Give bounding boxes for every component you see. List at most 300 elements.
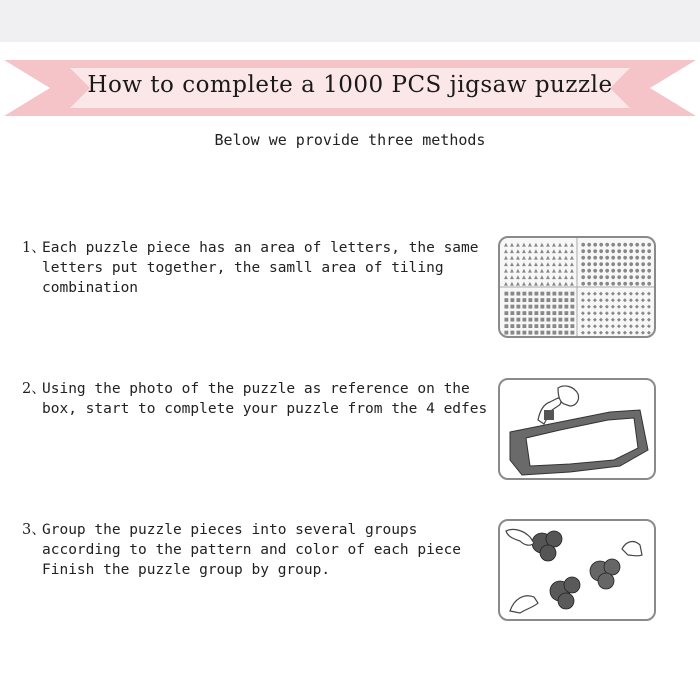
grid-glyph: ▲: [516, 242, 520, 248]
grid-glyph: ■: [534, 310, 539, 317]
grid-glyph: ■: [540, 317, 545, 323]
grid-glyph: ■: [552, 310, 557, 317]
grid-glyph: ■: [504, 330, 509, 336]
grid-glyph: ◆: [611, 310, 615, 317]
grid-glyph: ▲: [522, 261, 526, 268]
grid-glyph: ▲: [540, 242, 544, 248]
grid-glyph: ●: [623, 268, 628, 274]
grid-glyph: ◆: [641, 304, 645, 310]
grid-glyph: ■: [510, 297, 515, 304]
letter-grid-pattern: [500, 238, 654, 336]
grid-glyph: ◆: [605, 317, 609, 323]
grid-glyph: ■: [534, 317, 539, 323]
grid-glyph: ◆: [587, 330, 591, 336]
grid-glyph: ◆: [641, 330, 645, 336]
grid-glyph: ■: [558, 310, 563, 317]
step-3-line-1: Group the puzzle pieces into several groups: [42, 522, 418, 538]
grid-glyph: ▲: [522, 274, 526, 281]
grid-glyph: ▲: [570, 274, 574, 281]
grid-glyph: ◆: [593, 310, 597, 317]
hand-top-icon: [506, 529, 534, 545]
grid-glyph: ■: [540, 330, 545, 336]
grid-glyph: ■: [552, 323, 557, 330]
grid-glyph: ▲: [504, 274, 508, 281]
step-2-number: 2、: [22, 381, 46, 397]
grouping-image: [498, 519, 656, 621]
grid-glyph: ■: [516, 330, 521, 336]
grid-glyph: ◆: [647, 310, 651, 317]
hand-bottom-icon: [510, 596, 538, 613]
puzzle-border-illustration: [500, 380, 654, 478]
grid-glyph: ◆: [611, 323, 615, 330]
grid-glyph: ■: [570, 297, 575, 304]
grid-glyph: ◆: [629, 323, 633, 330]
grid-glyph: ■: [558, 330, 563, 336]
grid-glyph: ■: [570, 291, 575, 297]
grid-glyph: ●: [581, 248, 586, 255]
grid-glyph: ◆: [617, 330, 621, 336]
grid-glyph: ▲: [504, 261, 508, 268]
grid-glyph: ▲: [510, 281, 514, 287]
grid-glyph: ●: [593, 261, 598, 268]
grid-glyph: ◆: [635, 304, 639, 310]
grid-glyph: ◆: [641, 291, 645, 297]
grid-glyph: ●: [629, 268, 634, 274]
grid-glyph: ■: [558, 291, 563, 297]
grid-glyph: ●: [641, 281, 646, 287]
grid-glyph: ●: [593, 242, 598, 248]
grid-glyph: ◆: [581, 317, 585, 323]
grid-glyph: ▲: [528, 255, 532, 261]
grid-glyph: ■: [510, 304, 515, 310]
grid-glyph: ▲: [516, 268, 520, 274]
grid-glyph: ▲: [558, 281, 562, 287]
grid-glyph: ●: [629, 281, 634, 287]
grid-glyph: ▲: [522, 248, 526, 255]
grid-glyph: ■: [528, 317, 533, 323]
grid-glyph: ■: [516, 317, 521, 323]
grid-glyph: ●: [593, 274, 598, 281]
grid-glyph: ◆: [623, 330, 627, 336]
grid-glyph: ◆: [629, 291, 633, 297]
grid-glyph: ▲: [540, 261, 544, 268]
grid-glyph: ■: [570, 330, 575, 336]
grid-glyph: ●: [623, 248, 628, 255]
grid-glyph: ●: [635, 242, 640, 248]
grid-glyph: ■: [516, 310, 521, 317]
grid-glyph: ●: [641, 242, 646, 248]
grid-glyph: ■: [504, 323, 509, 330]
grid-glyph: ●: [629, 242, 634, 248]
grid-glyph: ●: [587, 274, 592, 281]
grid-glyph: ▲: [546, 242, 550, 248]
grid-glyph: ▲: [510, 268, 514, 274]
grid-glyph: ◆: [617, 291, 621, 297]
grid-glyph: ▲: [552, 268, 556, 274]
grid-glyph: ■: [522, 330, 527, 336]
grid-glyph: ●: [581, 268, 586, 274]
grid-glyph: ●: [587, 261, 592, 268]
step-1: [22, 238, 492, 298]
grid-glyph: ▲: [558, 248, 562, 255]
grid-glyph: ◆: [647, 330, 651, 336]
grid-glyph: ■: [522, 317, 527, 323]
grid-glyph: ●: [623, 281, 628, 287]
grid-glyph: ▲: [540, 268, 544, 274]
grid-glyph: ◆: [587, 297, 591, 304]
step-2-line-1: Using the photo of the puzzle as reference on the: [42, 381, 470, 397]
grid-glyph: ▲: [534, 248, 538, 255]
grid-glyph: ●: [593, 248, 598, 255]
grid-glyph: ▲: [558, 268, 562, 274]
grid-glyph: ■: [564, 323, 569, 330]
grid-glyph: ■: [522, 323, 527, 330]
grid-glyph: ●: [623, 261, 628, 268]
grid-glyph: ▲: [516, 274, 520, 281]
grid-glyph: ▲: [570, 255, 574, 261]
grid-glyph: ■: [558, 323, 563, 330]
grid-glyph: ▲: [570, 281, 574, 287]
grid-glyph: ●: [617, 248, 622, 255]
grid-glyph: ■: [528, 304, 533, 310]
grid-glyph: ●: [641, 268, 646, 274]
grid-glyph: ■: [528, 330, 533, 336]
grid-glyph: ●: [611, 248, 616, 255]
hand-right-icon: [622, 542, 642, 556]
grid-glyph: ●: [629, 255, 634, 261]
grid-glyph: ■: [546, 304, 551, 310]
grid-glyph: ◆: [629, 304, 633, 310]
grid-glyph: ◆: [635, 291, 639, 297]
subtitle: Below we provide three methods: [214, 131, 486, 149]
grid-glyph: ▲: [504, 268, 508, 274]
grid-glyph: ●: [593, 281, 598, 287]
grid-glyph: ◆: [647, 291, 651, 297]
grid-glyph: ▲: [564, 242, 568, 248]
grid-glyph: ■: [570, 304, 575, 310]
grid-glyph: ■: [552, 297, 557, 304]
grid-glyph: ●: [605, 248, 610, 255]
grid-glyph: ▲: [558, 242, 562, 248]
grid-glyph: ▲: [504, 255, 508, 261]
grid-glyph: ●: [617, 274, 622, 281]
grid-glyph: ◆: [611, 330, 615, 336]
grid-glyph: ●: [587, 268, 592, 274]
grid-glyph: ■: [558, 317, 563, 323]
grid-glyph: ■: [528, 297, 533, 304]
grid-glyph: ●: [635, 248, 640, 255]
grid-glyph: ●: [641, 248, 646, 255]
grid-glyph: ■: [540, 310, 545, 317]
grid-glyph: ■: [558, 297, 563, 304]
grid-glyph: ●: [587, 255, 592, 261]
grid-glyph: ●: [605, 261, 610, 268]
grid-glyph: ◆: [611, 317, 615, 323]
grid-glyph: ▲: [528, 268, 532, 274]
grid-glyph: ▲: [534, 268, 538, 274]
grid-glyph: ◆: [623, 291, 627, 297]
grid-glyph: ●: [605, 274, 610, 281]
grid-glyph: ▲: [552, 242, 556, 248]
grid-glyph: ▲: [528, 281, 532, 287]
grid-glyph: ▲: [564, 255, 568, 261]
step-3-number: 3、: [22, 522, 46, 538]
grid-glyph: ▲: [552, 255, 556, 261]
grid-glyph: ◆: [635, 330, 639, 336]
grid-glyph: ●: [617, 281, 622, 287]
grid-glyph: ●: [647, 242, 652, 248]
grid-glyph: ◆: [593, 317, 597, 323]
grid-glyph: ◆: [623, 317, 627, 323]
grid-glyph: ◆: [599, 330, 603, 336]
grid-glyph: ■: [516, 297, 521, 304]
grid-glyph: ◆: [581, 304, 585, 310]
grid-glyph: ▲: [546, 255, 550, 261]
grid-glyph: ■: [516, 291, 521, 297]
step-1-line-2: letters put together, the samll area of tiling: [42, 260, 444, 276]
piece-groups-illustration: [500, 521, 654, 619]
grid-glyph: ■: [504, 317, 509, 323]
grid-glyph: ▲: [564, 261, 568, 268]
grid-glyph: ■: [534, 297, 539, 304]
grid-glyph: ◆: [611, 297, 615, 304]
grid-glyph: ◆: [599, 304, 603, 310]
grid-glyph: ◆: [599, 291, 603, 297]
grid-glyph: ◆: [605, 323, 609, 330]
grid-glyph: ◆: [593, 291, 597, 297]
grid-glyph: ▲: [558, 261, 562, 268]
grid-glyph: ■: [558, 304, 563, 310]
grid-glyph: ●: [617, 255, 622, 261]
grid-glyph: ▲: [540, 274, 544, 281]
grid-glyph: ●: [599, 242, 604, 248]
grid-glyph: ▲: [522, 268, 526, 274]
grid-glyph: ▲: [564, 281, 568, 287]
grid-glyph: ■: [504, 304, 509, 310]
grid-glyph: ◆: [617, 310, 621, 317]
grid-glyph: ●: [605, 255, 610, 261]
grid-glyph: ◆: [605, 297, 609, 304]
grid-glyph: ▲: [540, 248, 544, 255]
grid-glyph: ▲: [552, 274, 556, 281]
grid-glyph: ●: [635, 274, 640, 281]
grid-glyph: ■: [564, 291, 569, 297]
grid-glyph: ◆: [593, 304, 597, 310]
grid-glyph: ■: [528, 323, 533, 330]
grid-glyph: ▲: [522, 281, 526, 287]
grid-glyph: ▲: [564, 268, 568, 274]
grid-glyph: ◆: [623, 310, 627, 317]
grid-glyph: ●: [647, 261, 652, 268]
grid-glyph: ◆: [605, 304, 609, 310]
grid-glyph: ▲: [534, 261, 538, 268]
grid-glyph: ◆: [587, 317, 591, 323]
grid-glyph: ■: [540, 323, 545, 330]
grid-glyph: ●: [647, 274, 652, 281]
grid-glyph: ■: [546, 330, 551, 336]
grid-glyph: ■: [510, 291, 515, 297]
grid-glyph: ●: [587, 281, 592, 287]
step-3-line-3: Finish the puzzle group by group.: [42, 562, 331, 578]
grid-glyph: ●: [629, 248, 634, 255]
grid-glyph: ■: [504, 310, 509, 317]
grid-glyph: ●: [617, 268, 622, 274]
grid-glyph: ◆: [593, 297, 597, 304]
grid-glyph: ●: [581, 255, 586, 261]
grid-glyph: ◆: [581, 330, 585, 336]
grid-glyph: ●: [647, 281, 652, 287]
grid-glyph: ▲: [510, 255, 514, 261]
grid-glyph: ●: [599, 281, 604, 287]
grid-glyph: ◆: [605, 310, 609, 317]
grid-glyph: ●: [581, 274, 586, 281]
grid-glyph: ◆: [605, 330, 609, 336]
grid-glyph: ◆: [617, 323, 621, 330]
grid-glyph: ▲: [528, 274, 532, 281]
grid-glyph: ●: [647, 268, 652, 274]
grid-glyph: ◆: [587, 304, 591, 310]
grid-glyph: ●: [641, 274, 646, 281]
puzzle-piece-held: [544, 410, 554, 420]
grid-glyph: ▲: [510, 274, 514, 281]
grid-glyph: ●: [587, 242, 592, 248]
grid-glyph: ▲: [504, 281, 508, 287]
step-3: [22, 520, 492, 580]
grid-glyph: ●: [581, 242, 586, 248]
grid-glyph: ■: [552, 317, 557, 323]
grid-glyph: ●: [635, 255, 640, 261]
grid-glyph: ●: [617, 242, 622, 248]
step-3-line-2: according to the pattern and color of each piece: [42, 542, 462, 558]
grid-glyph: ◆: [581, 291, 585, 297]
grid-glyph: ▲: [546, 248, 550, 255]
grid-glyph: ■: [546, 297, 551, 304]
piece-cluster-2: [590, 559, 620, 589]
grid-glyph: ●: [605, 281, 610, 287]
page-title: How to complete a 1000 PCS jigsaw puzzle: [87, 72, 613, 98]
grid-glyph: ▲: [552, 248, 556, 255]
grid-glyph: ●: [611, 281, 616, 287]
grid-glyph: ◆: [617, 317, 621, 323]
grid-glyph: ●: [587, 248, 592, 255]
grid-glyph: ■: [522, 304, 527, 310]
grid-glyph: ◆: [641, 297, 645, 304]
grid-glyph: ◆: [593, 330, 597, 336]
grid-glyph: ◆: [587, 291, 591, 297]
grid-glyph: ▲: [546, 261, 550, 268]
grid-glyph: ■: [552, 330, 557, 336]
grid-glyph: ◆: [605, 291, 609, 297]
grid-glyph: ▲: [528, 242, 532, 248]
step-2-line-2: box, start to complete your puzzle from the 4 edfes: [42, 401, 488, 417]
grid-glyph: ◆: [629, 317, 633, 323]
grid-glyph: ■: [552, 291, 557, 297]
border-assembly-image: [498, 378, 656, 480]
grid-glyph: ▲: [558, 255, 562, 261]
letter-grid-image: [498, 236, 656, 338]
grid-glyph: ■: [522, 310, 527, 317]
grid-glyph: ▲: [516, 281, 520, 287]
grid-glyph: ◆: [647, 304, 651, 310]
grid-glyph: ●: [641, 261, 646, 268]
grid-glyph: ▲: [546, 268, 550, 274]
grid-glyph: ●: [623, 274, 628, 281]
grid-glyph: ■: [522, 297, 527, 304]
grid-glyph: ◆: [617, 297, 621, 304]
grid-glyph: ●: [593, 255, 598, 261]
grid-glyph: ▲: [528, 248, 532, 255]
grid-glyph: ◆: [635, 323, 639, 330]
grid-glyph: ▲: [510, 242, 514, 248]
grid-glyph: ▲: [570, 242, 574, 248]
step-2: [22, 379, 492, 419]
grid-glyph: ●: [581, 261, 586, 268]
grid-glyph: ■: [540, 291, 545, 297]
grid-glyph: ◆: [593, 323, 597, 330]
grid-glyph: ▲: [558, 274, 562, 281]
grid-glyph: ▲: [540, 255, 544, 261]
grid-glyph: ●: [599, 274, 604, 281]
grid-glyph: ▲: [516, 261, 520, 268]
grid-glyph: ◆: [587, 323, 591, 330]
grid-glyph: ◆: [599, 297, 603, 304]
grid-glyph: ■: [570, 310, 575, 317]
grid-glyph: ●: [647, 248, 652, 255]
grid-glyph: ■: [570, 317, 575, 323]
grid-glyph: ●: [635, 261, 640, 268]
grid-glyph: ▲: [522, 242, 526, 248]
grid-glyph: ◆: [629, 310, 633, 317]
grid-glyph: ●: [605, 242, 610, 248]
grid-glyph: ◆: [623, 323, 627, 330]
grid-glyph: ▲: [534, 274, 538, 281]
grid-glyph: ◆: [647, 317, 651, 323]
grid-glyph: ▲: [552, 261, 556, 268]
grid-glyph: ■: [546, 323, 551, 330]
grid-glyph: ■: [510, 330, 515, 336]
grid-glyph: ■: [528, 310, 533, 317]
grid-glyph: ■: [546, 291, 551, 297]
grid-glyph: ■: [564, 310, 569, 317]
piece-cluster-3: [550, 577, 580, 609]
grid-glyph: ▲: [528, 261, 532, 268]
grid-glyph: ■: [546, 310, 551, 317]
grid-glyph: ●: [635, 268, 640, 274]
grid-glyph: ▲: [564, 248, 568, 255]
grid-glyph: ●: [611, 274, 616, 281]
grid-glyph: ▲: [570, 248, 574, 255]
grid-glyph: ●: [605, 268, 610, 274]
grid-glyph: ▲: [564, 274, 568, 281]
grid-glyph: ■: [564, 304, 569, 310]
grid-glyph: ◆: [641, 310, 645, 317]
grid-glyph: ●: [599, 268, 604, 274]
grid-glyph: ◆: [599, 323, 603, 330]
grid-glyph: ▲: [552, 281, 556, 287]
grid-glyph: ▲: [516, 255, 520, 261]
step-1-line-3: combination: [42, 280, 139, 296]
grid-glyph: ◆: [581, 297, 585, 304]
grid-glyph: ▲: [534, 242, 538, 248]
grid-glyph: ■: [510, 317, 515, 323]
grid-glyph: ■: [510, 323, 515, 330]
grid-glyph: ▲: [516, 248, 520, 255]
grid-glyph: ◆: [587, 310, 591, 317]
grid-glyph: ▲: [510, 248, 514, 255]
grid-glyph: ◆: [623, 304, 627, 310]
grid-glyph: ◆: [623, 297, 627, 304]
grid-glyph: ●: [611, 268, 616, 274]
